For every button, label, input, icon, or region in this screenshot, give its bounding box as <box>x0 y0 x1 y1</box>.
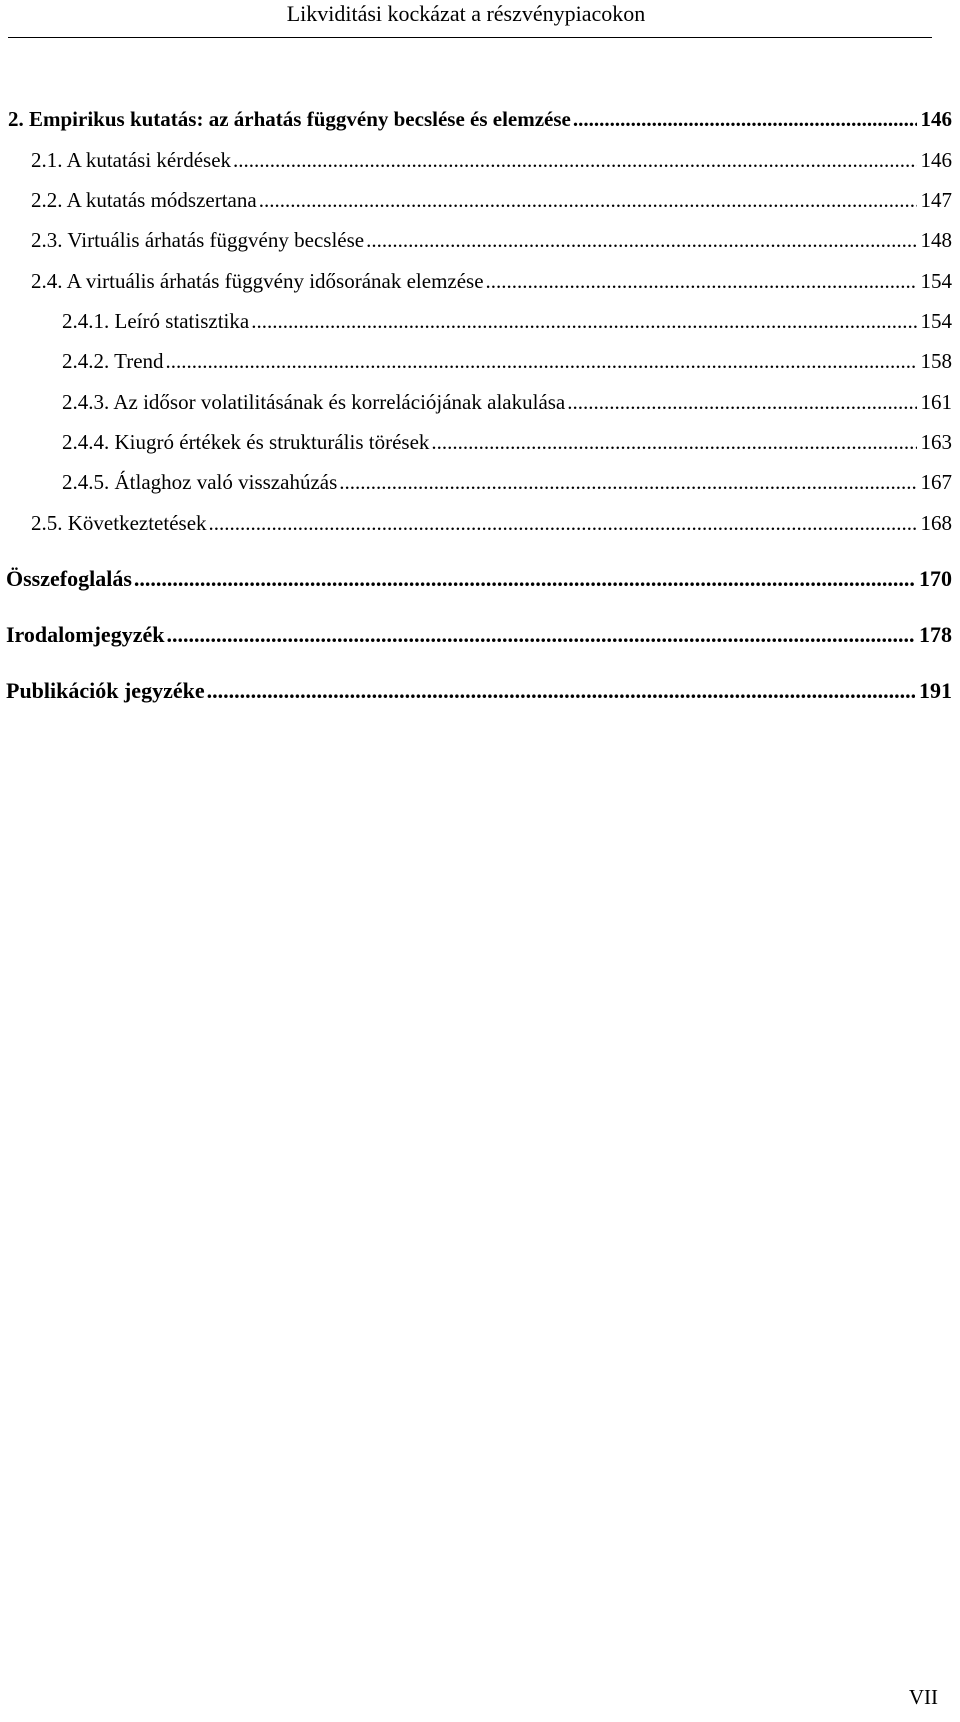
toc-dot-leader <box>251 306 916 336</box>
toc-entry-2-2[interactable] <box>31 185 952 215</box>
toc-entry-title: 2.4.1. Leíró statisztika <box>62 309 250 333</box>
toc-dot-leader <box>134 564 915 594</box>
toc-entry-title: 2.2. A kutatás módszertana <box>31 188 257 212</box>
toc-dot-leader <box>259 185 917 215</box>
toc-dot-leader <box>573 104 917 134</box>
toc-entry-osszefoglalas[interactable] <box>6 564 952 594</box>
toc-entry-2-4-5[interactable] <box>62 467 952 497</box>
running-header-title: Likviditási kockázat a részvénypiacokon <box>286 1 646 26</box>
toc-entry-2-1[interactable] <box>31 145 952 175</box>
toc-dot-leader <box>339 467 916 497</box>
toc-dot-leader <box>486 266 917 296</box>
toc-page-number: 163 <box>920 430 952 454</box>
toc-page-number: 161 <box>920 390 952 414</box>
toc-entry-2-4[interactable] <box>31 266 952 296</box>
toc-entry-title: Irodalomjegyzék <box>6 622 165 647</box>
toc-entry-2-3[interactable] <box>31 225 952 255</box>
toc-dot-leader <box>567 387 916 417</box>
toc-entry-chapter-2[interactable] <box>8 104 952 134</box>
toc-entry-2-4-3[interactable] <box>62 387 952 417</box>
toc-entry-title: Összefoglalás <box>6 566 132 591</box>
toc-entry-title: 2.3. Virtuális árhatás függvény becslése <box>31 228 365 252</box>
toc-entry-2-4-2[interactable] <box>62 346 952 376</box>
toc-entry-irodalomjegyzek[interactable] <box>6 620 952 650</box>
header-divider <box>8 37 932 38</box>
toc-page-number: 154 <box>920 269 952 293</box>
toc-page-number: 168 <box>920 511 952 535</box>
toc-page-number: 147 <box>920 188 952 212</box>
toc-dot-leader <box>209 508 917 538</box>
toc-page-number: 167 <box>920 470 952 494</box>
toc-page-number: 148 <box>920 228 952 252</box>
toc-dot-leader <box>366 225 916 255</box>
toc-entry-title: 2.5. Következtetések <box>31 511 207 535</box>
toc-page-number: 146 <box>920 148 952 172</box>
toc-dot-leader <box>166 620 915 650</box>
toc-entry-2-4-1[interactable] <box>62 306 952 336</box>
toc-entry-title: 2.4.5. Átlaghoz való visszahúzás <box>62 470 338 494</box>
page-number: VII <box>908 1685 938 1709</box>
toc-entry-publikaciok-jegyzeke[interactable] <box>6 676 952 706</box>
toc-entry-2-4-4[interactable] <box>62 427 952 457</box>
toc-page-number: 191 <box>919 678 952 703</box>
toc-entry-title: 2.4.4. Kiugró értékek és strukturális törések <box>62 430 430 454</box>
toc-entry-title: Publikációk jegyzéke <box>6 678 205 703</box>
toc-page-number: 154 <box>920 309 952 333</box>
toc-entry-title: 2.4. A virtuális árhatás függvény idősorának elemzése <box>31 269 484 293</box>
running-header <box>0 0 932 28</box>
toc-entry-title: 2. Empirikus kutatás: az árhatás függvény becslése és elemzése <box>8 107 571 131</box>
toc-entry-title: 2.4.3. Az idősor volatilitásának és korrelációjának alakulása <box>62 390 566 414</box>
toc-dot-leader <box>233 145 916 175</box>
toc-page-number: 146 <box>920 107 952 131</box>
toc-entry-title: 2.1. A kutatási kérdések <box>31 148 232 172</box>
toc-page-number: 178 <box>919 622 952 647</box>
page-number-footer <box>909 1683 938 1711</box>
toc-dot-leader <box>207 676 915 706</box>
toc-dot-leader <box>166 346 917 376</box>
toc-dot-leader <box>431 427 916 457</box>
toc-page-number: 170 <box>919 566 952 591</box>
toc-entry-title: 2.4.2. Trend <box>62 349 164 373</box>
toc-entry-2-5[interactable] <box>31 508 952 538</box>
toc-page-number: 158 <box>920 349 952 373</box>
